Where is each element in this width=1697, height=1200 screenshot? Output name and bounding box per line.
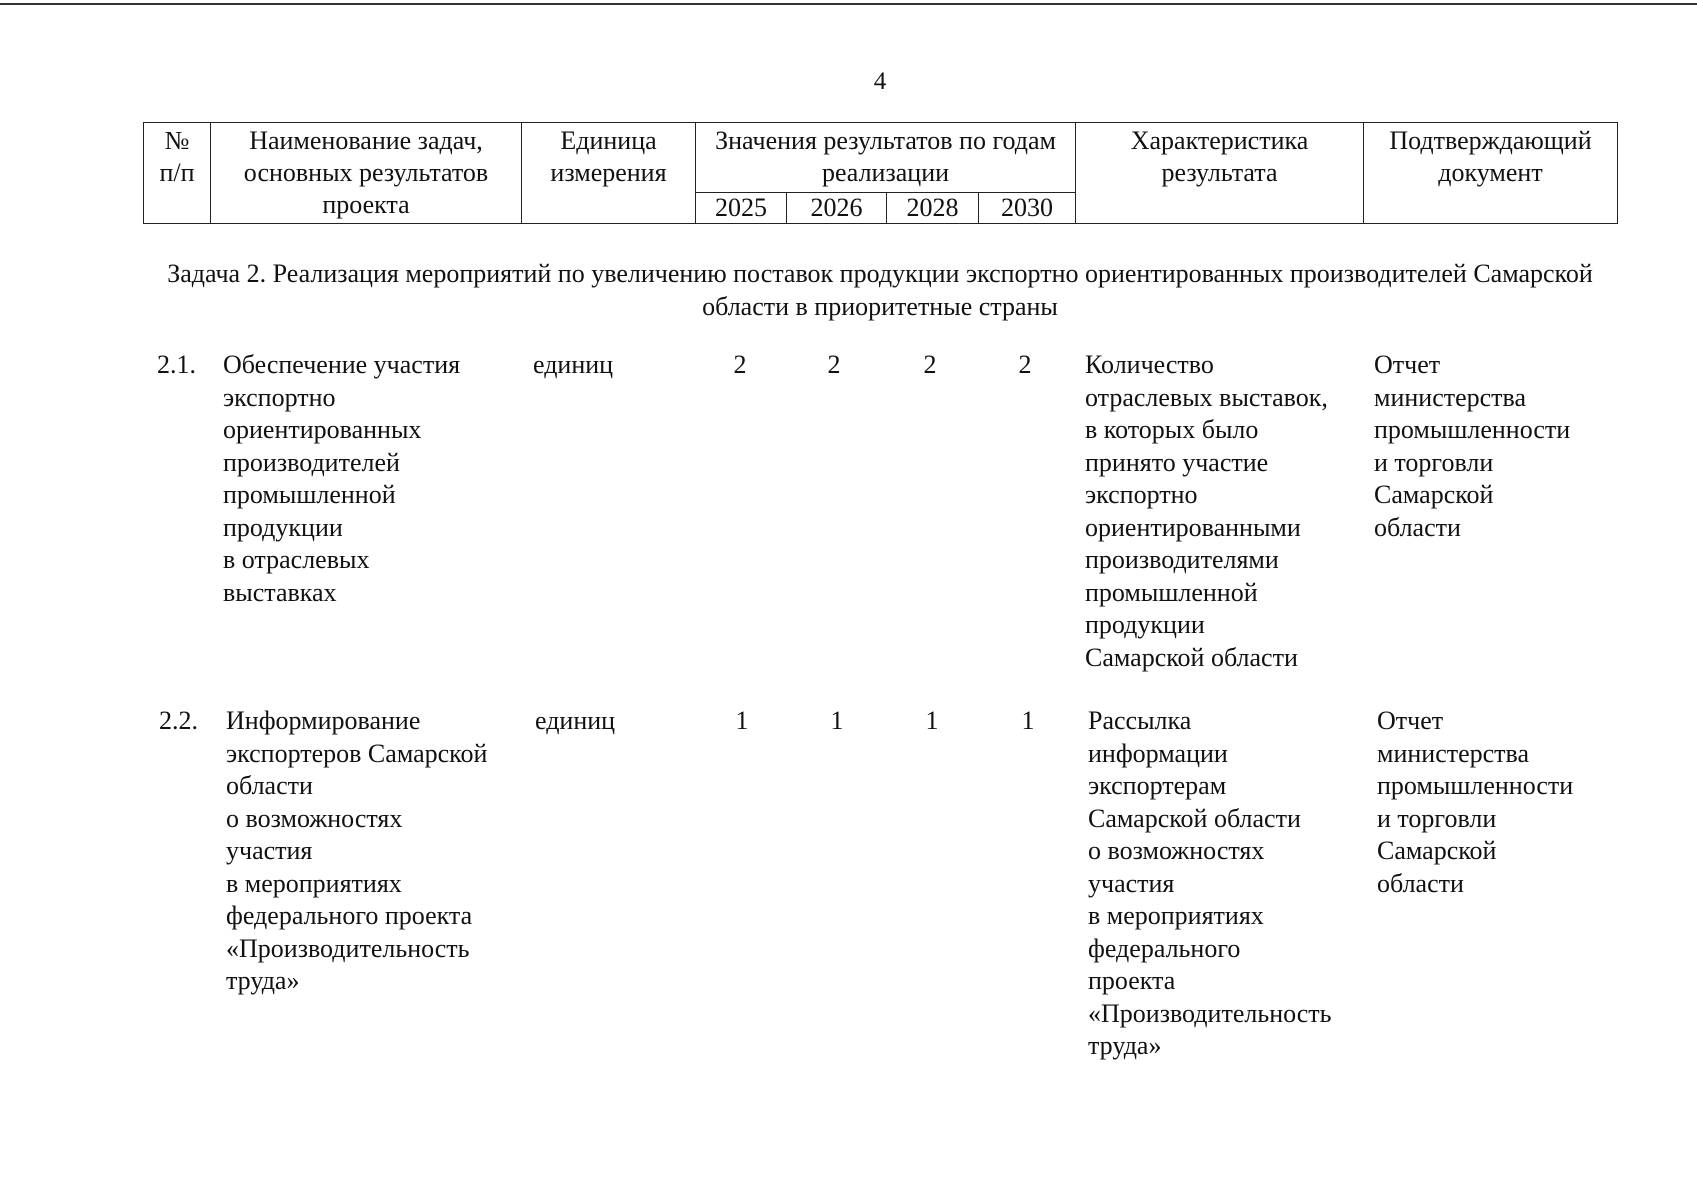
row-value-2025: 1 bbox=[735, 706, 749, 735]
row-number: 2.2. bbox=[159, 706, 198, 735]
header-year-2030: 2030 bbox=[979, 193, 1076, 224]
row-unit: единиц bbox=[533, 350, 614, 379]
row-value-2025: 2 bbox=[733, 350, 747, 379]
header-col-characteristic: Характеристика результата bbox=[1076, 123, 1364, 224]
header-col-values: Значения результатов по годам реализации bbox=[696, 123, 1076, 193]
row-unit: единиц bbox=[535, 706, 616, 735]
header-year-2028: 2028 bbox=[887, 193, 979, 224]
top-rule bbox=[0, 3, 1697, 5]
table-row bbox=[0, 349, 1697, 679]
row-number: 2.1. bbox=[157, 350, 196, 379]
row-characteristic: Количество отраслевых выставок, в которых было принято участие экспортно ориентированными производителями промышленной продукции Самарской области bbox=[1085, 350, 1328, 672]
row-document: Отчет министерства промышленности и торговли Самарской области bbox=[1377, 706, 1574, 898]
row-value-2028: 1 bbox=[925, 706, 939, 735]
row-value-2026: 2 bbox=[827, 350, 841, 379]
row-value-2026: 1 bbox=[830, 706, 844, 735]
header-year-2025: 2025 bbox=[696, 193, 787, 224]
row-value-2028: 2 bbox=[923, 350, 937, 379]
header-col-number: № п/п bbox=[144, 123, 211, 224]
row-document: Отчет министерства промышленности и торговли Самарской области bbox=[1374, 350, 1571, 542]
header-year-2026: 2026 bbox=[787, 193, 887, 224]
table-header bbox=[143, 122, 1618, 224]
page-number: 4 bbox=[873, 68, 887, 95]
header-col-document: Подтверждающий документ bbox=[1364, 123, 1618, 224]
row-name: Информирование экспортеров Самарской области о возможностях участия в мероприятиях федерального проекта «Производительность труда» bbox=[226, 706, 488, 995]
table-row bbox=[0, 705, 1697, 1065]
row-value-2030: 1 bbox=[1021, 706, 1035, 735]
row-characteristic: Рассылка информации экспортерам Самарской области о возможностях участия в мероприятиях федерального проекта «Производительность труда» bbox=[1088, 706, 1332, 1060]
row-name: Обеспечение участия экспортно ориентированных производителей промышленной продукции в отраслевых выставках bbox=[223, 350, 461, 607]
header-col-name: Наименование задач, основных результатов проекта bbox=[211, 123, 522, 224]
header-col-unit: Единица измерения bbox=[522, 123, 696, 224]
task-heading: Задача 2. Реализация мероприятий по увеличению поставок продукции экспортно ориентированных производителей Самарской области в приоритетные страны bbox=[167, 259, 1593, 321]
row-value-2030: 2 bbox=[1018, 350, 1032, 379]
